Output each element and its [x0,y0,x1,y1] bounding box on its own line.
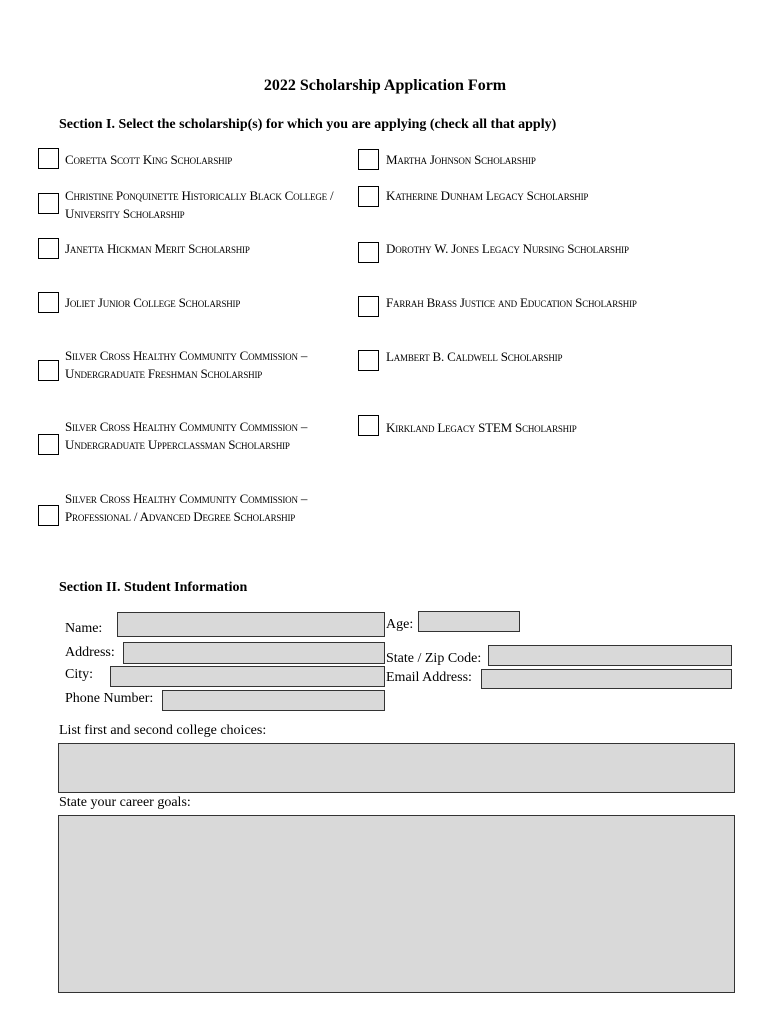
state-zip-field[interactable] [488,645,732,666]
scholarship-label: Janetta Hickman Merit Scholarship [65,241,250,256]
scholarship-label: Kirkland Legacy STEM Scholarship [386,420,577,435]
city-field[interactable] [110,666,385,687]
scholarship-label: Farrah Brass Justice and Education Scholarship [386,295,637,310]
checkbox-lambert-b-caldwell[interactable] [358,350,379,371]
scholarship-label: Martha Johnson Scholarship [386,152,536,167]
address-label: Address: [65,645,115,660]
scholarship-label: Katherine Dunham Legacy Scholarship [386,188,589,203]
section-1-heading: Section I. Select the scholarship(s) for which you are applying (check all that apply) [59,117,557,132]
checkbox-coretta-scott-king[interactable] [38,148,59,169]
scholarship-label: Joliet Junior College Scholarship [65,295,241,310]
name-label: Name: [65,621,103,636]
age-label: Age: [386,617,414,632]
scholarship-label: Silver Cross Healthy Community Commission – Undergraduate Freshman Scholarship [65,348,308,381]
section-2-heading: Section II. Student Information [59,580,248,595]
checkbox-janetta-hickman[interactable] [38,238,59,259]
career-goals-label: State your career goals: [59,795,191,810]
checkbox-silver-cross-freshman[interactable] [38,360,59,381]
checkbox-christine-ponquinette[interactable] [38,193,59,214]
scholarship-label: Lambert B. Caldwell Scholarship [386,349,563,364]
checkbox-farrah-brass[interactable] [358,296,379,317]
checkbox-katherine-dunham[interactable] [358,186,379,207]
city-label: City: [65,667,94,682]
checkbox-kirkland-legacy-stem[interactable] [358,415,379,436]
address-field[interactable] [123,642,385,664]
checkbox-joliet-junior-college[interactable] [38,292,59,313]
checkbox-martha-johnson[interactable] [358,149,379,170]
scholarship-label: Coretta Scott King Scholarship [65,152,233,167]
name-field[interactable] [117,612,385,637]
scholarship-label: Dorothy W. Jones Legacy Nursing Scholarship [386,241,629,256]
checkbox-silver-cross-upperclassman[interactable] [38,434,59,455]
career-goals-field[interactable] [58,815,735,993]
phone-label: Phone Number: [65,691,154,706]
scholarship-label: Silver Cross Healthy Community Commission – Professional / Advanced Degree Scholarship [65,491,308,524]
checkbox-dorothy-w-jones[interactable] [358,242,379,263]
email-label: Email Address: [386,670,472,685]
state-zip-label: State / Zip Code: [386,651,482,666]
college-choices-field[interactable] [58,743,735,793]
scholarship-label: Christine Ponquinette Historically Black College / University Scholarship [65,188,334,221]
scholarship-label: Silver Cross Healthy Community Commission – Undergraduate Upperclassman Scholarship [65,419,308,452]
page-title: 2022 Scholarship Application Form [263,77,507,94]
phone-field[interactable] [162,690,385,711]
checkbox-silver-cross-professional[interactable] [38,505,59,526]
college-choices-label: List first and second college choices: [59,723,267,738]
email-field[interactable] [481,669,732,689]
age-field[interactable] [418,611,520,632]
